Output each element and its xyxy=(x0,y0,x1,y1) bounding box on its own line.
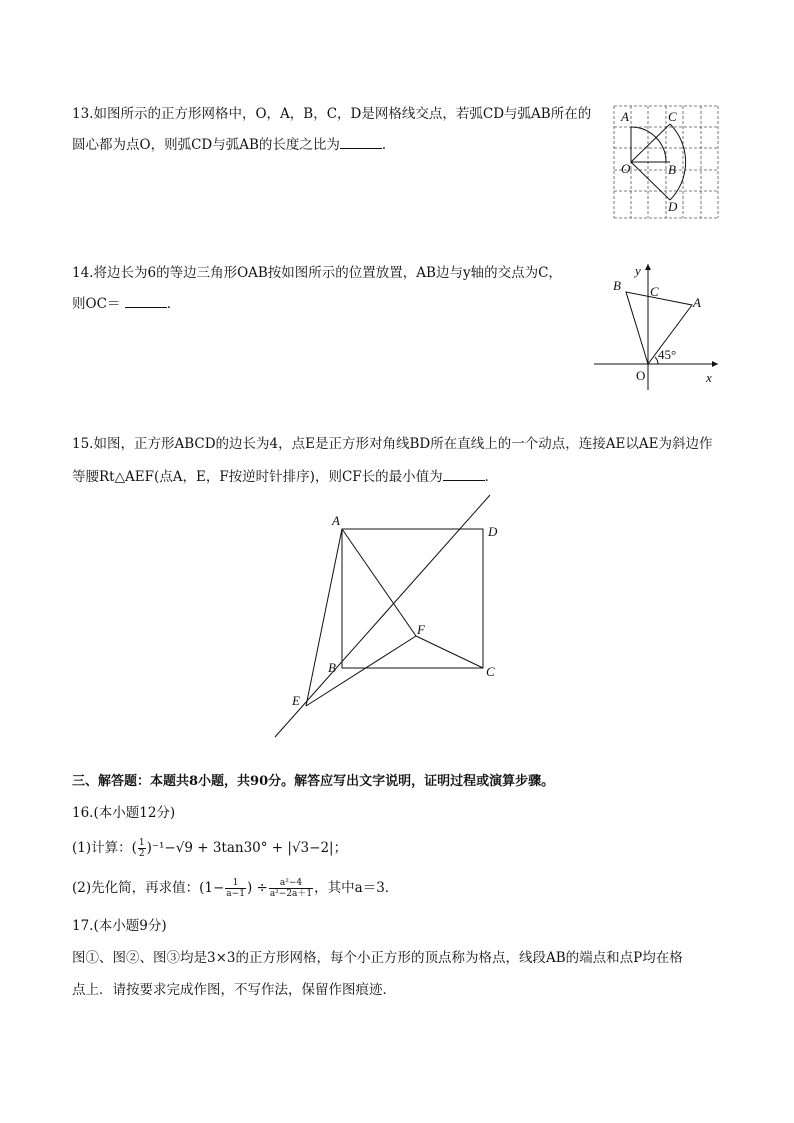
label-B: B xyxy=(668,162,676,177)
q16-p2-c: ，其中a＝3． xyxy=(314,880,399,896)
q13-text-line1: 如图所示的正方形网格中，O，A，B，C，D是网格线交点，若弧CD与弧AB所在的 xyxy=(93,106,592,122)
q15-text-line2b: ． xyxy=(484,469,499,485)
q16-p2-a: (2)先化简，再求值：(1− xyxy=(72,880,225,896)
q13-shapes xyxy=(631,124,686,200)
frac-num: 1 xyxy=(225,878,246,889)
q15-line2 xyxy=(72,466,498,487)
frac-den: a²−2a＋1 xyxy=(269,889,313,899)
label-A: A xyxy=(621,109,629,124)
q13-line1 xyxy=(72,104,591,124)
q13-grid-figure xyxy=(612,104,722,222)
q14-text-line1: 将边长为6的等边三角形OAB按如图所示的位置放置，AB边与y轴的交点为C， xyxy=(93,265,562,281)
q16-part2 xyxy=(72,878,398,899)
q15-text-line2a: 等腰Rt△AEF(点A，E，F按逆时针排序)，则CF长的最小值为 xyxy=(72,469,443,485)
q15-square-figure xyxy=(270,490,500,740)
q14-number: 14. xyxy=(72,265,94,281)
label-O: O xyxy=(636,368,646,383)
q15-shapes xyxy=(275,495,490,737)
section-heading: 三、解答题：本题共8小题，共90分。解答应写出文字说明，证明过程或演算步骤。 xyxy=(72,774,555,789)
label-A: A xyxy=(693,295,701,310)
answer-blank[interactable] xyxy=(340,134,382,149)
frac-num: a²−4 xyxy=(269,878,313,889)
label-D: D xyxy=(488,524,498,539)
frac-den: 2 xyxy=(138,849,145,859)
q16-title: 16.(本小题12分) xyxy=(72,805,176,821)
label-O: O xyxy=(621,161,631,176)
label-C: C xyxy=(486,664,495,679)
q14-line1 xyxy=(72,263,562,283)
q17-line1: 图①、图②、图③均是3×3的正方形网格，每个小正方形的顶点称为格点，线段AB的端点和点P均在格 xyxy=(72,950,683,966)
square-ABCD xyxy=(342,529,483,668)
q17-line2: 点上．请按要求完成作图，不写作法，保留作图痕迹． xyxy=(72,982,396,998)
answer-blank[interactable] xyxy=(125,293,167,308)
q17-title: 17.(本小题9分) xyxy=(72,918,167,934)
fraction xyxy=(138,838,146,859)
q13-text-line2b: ． xyxy=(381,137,396,153)
label-F: F xyxy=(417,622,425,637)
label-D: D xyxy=(668,199,678,214)
label-C: C xyxy=(668,109,677,124)
q15-line1 xyxy=(72,434,712,454)
q16-p1-b: )⁻¹−√9 + 3tan30° + |√3−2|； xyxy=(146,840,348,856)
q14-text-line2b: ． xyxy=(166,296,181,312)
q14-line2 xyxy=(72,293,180,314)
fraction xyxy=(269,878,313,899)
label-A: A xyxy=(332,513,340,528)
label-C: C xyxy=(650,284,659,299)
q13-text-line2a: 圆心都为点O，则弧CD与弧AB的长度之比为 xyxy=(72,137,340,153)
fraction xyxy=(225,878,246,899)
q15-text-line1: 如图，正方形ABCD的边长为4，点E是正方形对角线BD所在直线上的一个动点，连接AE以AE为斜边作 xyxy=(93,436,713,452)
frac-num: 1 xyxy=(138,838,145,848)
q14-triangle-figure xyxy=(592,258,724,392)
angle-label: 45° xyxy=(658,347,677,362)
q13-number: 13. xyxy=(72,106,94,122)
label-B: B xyxy=(328,660,336,675)
q13-line2 xyxy=(72,134,395,155)
q16-part1 xyxy=(72,838,347,859)
label-y: y xyxy=(635,263,641,278)
q15-number: 15. xyxy=(72,436,94,452)
answer-blank[interactable] xyxy=(443,466,485,481)
label-B: B xyxy=(613,278,621,293)
q16-p1-a: (1)计算：( xyxy=(72,840,137,856)
q16-p2-b: ) ÷ xyxy=(246,880,268,896)
q14-text-line2a: 则OC＝ xyxy=(72,296,121,312)
label-E: E xyxy=(292,693,300,708)
frac-den: a−1 xyxy=(226,889,245,899)
label-x: x xyxy=(706,370,712,385)
